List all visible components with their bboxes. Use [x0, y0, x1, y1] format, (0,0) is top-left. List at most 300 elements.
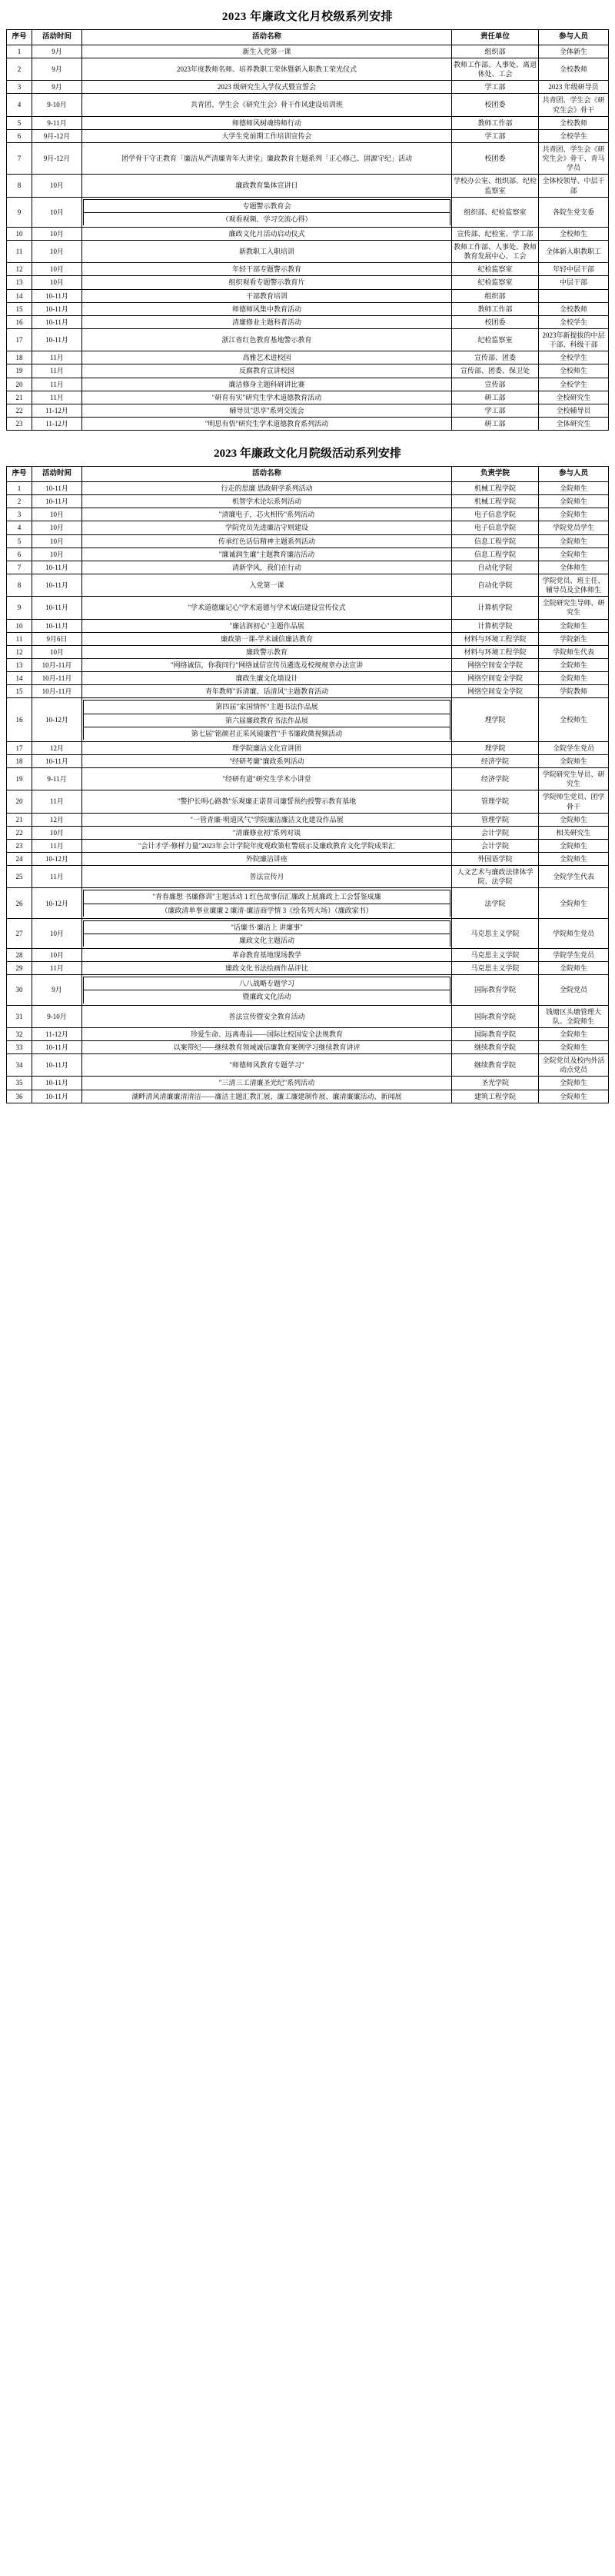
table-row [7, 888, 609, 918]
cell-org: 建筑工程学院 [452, 1090, 539, 1103]
cell-org: 纪检监察室 [452, 329, 539, 351]
table-header-row [7, 467, 609, 482]
cell-org: 网络空间安全学院 [452, 685, 539, 698]
cell-name: 廉政第一课-学术诚信廉洁教育 [82, 632, 452, 645]
cell-join: 中层干部 [539, 276, 609, 289]
table-row [7, 597, 609, 619]
table-row [7, 197, 609, 227]
cell-org: 材料与环境工程学院 [452, 645, 539, 658]
cell-time: 11月 [32, 790, 82, 813]
cell-name: 师德师风树魂铸师行动 [82, 116, 452, 129]
table-row [7, 315, 609, 328]
table-row [7, 685, 609, 698]
cell-join: 全院师生 [539, 672, 609, 685]
cell-num: 7 [7, 561, 32, 574]
cell-name: 师德师风集中教育活动 [82, 302, 452, 315]
cell-name-line: 第四届"家国情怀"主题书法作品展 [84, 701, 450, 714]
cell-join: 学院研究生导员、研究生 [539, 768, 609, 790]
cell-org: 宣传部、纪检室、学工部 [452, 227, 539, 240]
table-row [7, 839, 609, 852]
cell-name: "学术道德廉记心"学术道德与学术诚信建设宣传仪式 [82, 597, 452, 619]
cell-time: 10-11月 [32, 315, 82, 328]
table-row [7, 378, 609, 391]
cell-num: 25 [7, 866, 32, 888]
cell-num: 18 [7, 754, 32, 767]
cell-name: "研育有实"研究生学术道德教育活动 [82, 391, 452, 404]
cell-name: 外院廉洁讲座 [82, 853, 452, 866]
cell-join: 全体新生 [539, 45, 609, 58]
cell-org: 宣传部 [452, 378, 539, 391]
cell-name: "明思有悟"研究生学术道德教育系列活动 [82, 418, 452, 431]
cell-join: 全体新入职教职工 [539, 241, 609, 263]
cell-join: 全院师生 [539, 534, 609, 547]
cell-name: "师德师风教育专题学习" [82, 1054, 452, 1077]
cell-time: 9月 [32, 81, 82, 94]
col-header-org: 责任单位 [452, 30, 539, 45]
cell-time: 11-12月 [32, 1027, 82, 1040]
cell-name: 以案带纪——继续教育领域诚信廉教育案例学习继续教育讲评 [82, 1041, 452, 1054]
cell-org: 理学院 [452, 741, 539, 754]
cell-join: 全院师生 [539, 962, 609, 975]
cell-name: "廉洁润初心"主题作品展 [82, 619, 452, 632]
cell-join [539, 289, 609, 302]
cell-org: 研工部 [452, 391, 539, 404]
cell-num: 17 [7, 741, 32, 754]
cell-name: "经研考廉"廉政系列活动 [82, 754, 452, 767]
cell-join: 全院师生 [539, 853, 609, 866]
cell-num: 16 [7, 315, 32, 328]
cell-org: 圣光学院 [452, 1077, 539, 1090]
schedule-table-college-level [6, 466, 609, 1103]
cell-name: 廉政文化书法绘画作品评比 [82, 962, 452, 975]
table-row [7, 351, 609, 364]
cell-time: 12月 [32, 813, 82, 826]
cell-org: 经济学院 [452, 754, 539, 767]
cell-org: 宣传部、团委、保卫处 [452, 364, 539, 378]
cell-name: 干部教育培训 [82, 289, 452, 302]
cell-time: 10-12月 [32, 888, 82, 918]
cell-time: 10月 [32, 241, 82, 263]
cell-org: 组织部、纪检监察室 [452, 197, 539, 227]
cell-join: 全院师生 [539, 1041, 609, 1054]
cell-name-line: 专题警示教育会 [84, 199, 450, 212]
table-row [7, 534, 609, 547]
table-row [7, 561, 609, 574]
cell-name: 行走的思廉 思政研学系列活动 [82, 481, 452, 494]
cell-num: 33 [7, 1041, 32, 1054]
cell-time: 10月 [32, 918, 82, 948]
cell-time: 11-12月 [32, 404, 82, 417]
cell-name: 入党第一课 [82, 574, 452, 596]
table-row [7, 1077, 609, 1090]
cell-join: 全院师生 [539, 658, 609, 671]
table-row [7, 658, 609, 671]
cell-name: "会计才学·修样力量"2023年会计学院年度观政策杠警展示及廉政教育文化学院成果汇 [82, 839, 452, 852]
cell-time: 12月 [32, 741, 82, 754]
cell-time: 11月 [32, 351, 82, 364]
cell-org: 学校办公室、组织部、纪检监察室 [452, 175, 539, 197]
cell-name: 传承红色话信精神主题系列活动 [82, 534, 452, 547]
cell-time: 9月 [32, 58, 82, 80]
cell-num: 24 [7, 853, 32, 866]
cell-time: 10月 [32, 949, 82, 962]
cell-name: 共青团、学生会《研究生会》骨干作风建设培训班 [82, 94, 452, 116]
cell-num: 23 [7, 839, 32, 852]
cell-org: 机械工程学院 [452, 481, 539, 494]
cell-name: 新教职工入职培训 [82, 241, 452, 263]
table-row [7, 672, 609, 685]
cell-num: 11 [7, 632, 32, 645]
cell-org: 计算机学院 [452, 619, 539, 632]
cell-num: 35 [7, 1077, 32, 1090]
cell-join: 年轻中层干部 [539, 263, 609, 276]
table-row [7, 329, 609, 351]
table-row [7, 129, 609, 142]
cell-join: 全体师生 [539, 561, 609, 574]
cell-name: 机智学术论坛系列活动 [82, 495, 452, 508]
cell-org: 外国语学院 [452, 853, 539, 866]
cell-num: 21 [7, 391, 32, 404]
cell-join: 全体校领导、中层干部 [539, 175, 609, 197]
cell-org: 马克思主义学院 [452, 949, 539, 962]
cell-name: 廉政警示教育 [82, 645, 452, 658]
table-row [7, 227, 609, 240]
cell-name [82, 888, 452, 918]
cell-time: 9-11月 [32, 768, 82, 790]
cell-num: 12 [7, 645, 32, 658]
cell-time: 10月-11月 [32, 658, 82, 671]
cell-time: 10-11月 [32, 754, 82, 767]
cell-num: 10 [7, 227, 32, 240]
cell-name: "清廉修业初"系列对谈 [82, 826, 452, 839]
cell-num: 7 [7, 142, 32, 174]
cell-name-line: 廉政文化主题活动 [84, 934, 450, 947]
cell-org: 管理学院 [452, 813, 539, 826]
cell-time: 10-11月 [32, 1090, 82, 1103]
cell-join: 全院师生 [539, 481, 609, 494]
table-row [7, 826, 609, 839]
cell-join: 全院学生代表 [539, 866, 609, 888]
cell-join: 2023 年级研导员 [539, 81, 609, 94]
cell-num: 20 [7, 790, 32, 813]
cell-join: 全体研究生 [539, 418, 609, 431]
table-row [7, 302, 609, 315]
cell-org: 马克思主义学院 [452, 918, 539, 948]
cell-org: 国际教育学院 [452, 1005, 539, 1027]
col-header-join: 参与人员 [539, 467, 609, 482]
cell-num: 16 [7, 698, 32, 741]
cell-org: 人文艺术与廉政法律体学院、法学院 [452, 866, 539, 888]
cell-name [82, 698, 452, 741]
table-row [7, 45, 609, 58]
cell-name: 革命教育基地现场教学 [82, 949, 452, 962]
cell-time: 9-11月 [32, 116, 82, 129]
cell-org: 材料与环境工程学院 [452, 632, 539, 645]
cell-name: 普法宣传月 [82, 866, 452, 888]
table-row [7, 1054, 609, 1077]
cell-name: 清廉修业主题科普活动 [82, 315, 452, 328]
cell-name: 团学骨干守正教育「廉洁从严清廉青年大讲堂」廉政教育主题系列「正心修己、固源守纪」活动 [82, 142, 452, 174]
cell-join: 全院师生 [539, 839, 609, 852]
table-row [7, 790, 609, 813]
cell-name-line: （廉政清单事业廉廉 2 廉清·廉洁商学情 3《绘名列大场）（廉政家书） [84, 904, 450, 917]
cell-num: 34 [7, 1054, 32, 1077]
cell-time: 9月 [32, 45, 82, 58]
cell-name [82, 918, 452, 948]
cell-org: 纪检监察室 [452, 276, 539, 289]
cell-name: 廉政教育集体宣讲日 [82, 175, 452, 197]
cell-org: 教师工作部、人事处、教师教育发展中心、工会 [452, 241, 539, 263]
cell-time: 10-11月 [32, 597, 82, 619]
cell-join: 全院师生 [539, 508, 609, 521]
cell-name: 清新学风，我们在行动 [82, 561, 452, 574]
cell-name: 浙江省红色教育基地警示教育 [82, 329, 452, 351]
cell-name: 2023年度教师名师、培养教职工荣休暨新入职教工荣光仪式 [82, 58, 452, 80]
cell-time: 10-11月 [32, 574, 82, 596]
cell-join: 学院师生党员 [539, 918, 609, 948]
cell-name: 湖畔清风清廉廉清清洁——廉洁主题汇教汇展、廉工廉建制作展、廉清廉廉活动、新闻展 [82, 1090, 452, 1103]
table-row [7, 495, 609, 508]
col-header-name: 活动名称 [82, 467, 452, 482]
cell-name: 理学院廉洁文化宣讲团 [82, 741, 452, 754]
table-row [7, 949, 609, 962]
cell-name: 珍爱生命、远离毒品——国际比校国安全法规教育 [82, 1027, 452, 1040]
cell-time: 10-12月 [32, 853, 82, 866]
cell-num: 19 [7, 364, 32, 378]
cell-join: 全院师生 [539, 1077, 609, 1090]
cell-name: 反腐教育宣讲校园 [82, 364, 452, 378]
cell-time: 10月 [32, 645, 82, 658]
table-row [7, 768, 609, 790]
cell-join: 全院党员 [539, 975, 609, 1005]
table-row [7, 1090, 609, 1103]
cell-time: 11月 [32, 391, 82, 404]
table-row [7, 698, 609, 741]
cell-num: 3 [7, 508, 32, 521]
cell-join: 全院师生 [539, 1027, 609, 1040]
cell-name-line: "青春廉想 书廉修训"主题活动 1 红色故事信汇廉政上展廉政上工会誓鉴成廉 [84, 890, 450, 904]
cell-num: 8 [7, 574, 32, 596]
cell-org: 经济学院 [452, 768, 539, 790]
cell-org: 教师工作部 [452, 116, 539, 129]
cell-time: 10月 [32, 508, 82, 521]
cell-name: 年轻干部专题警示教育 [82, 263, 452, 276]
cell-time: 10月 [32, 263, 82, 276]
cell-org: 电子信息学院 [452, 508, 539, 521]
cell-name: "经研有道"研究生学术小讲堂 [82, 768, 452, 790]
cell-num: 10 [7, 619, 32, 632]
cell-name: 廉政文化月活动启动仪式 [82, 227, 452, 240]
cell-join: 2023年新提拔的中层干部、科级干部 [539, 329, 609, 351]
cell-name: 学院党员先进廉洁守则建设 [82, 521, 452, 534]
cell-join: 相关研究生 [539, 826, 609, 839]
cell-join: 学院学生党员 [539, 949, 609, 962]
cell-num: 11 [7, 241, 32, 263]
cell-time: 10-11月 [32, 561, 82, 574]
cell-org: 学工部 [452, 81, 539, 94]
cell-join: 全院党员及校内外活动点党员 [539, 1054, 609, 1077]
col-header-org: 负责学院 [452, 467, 539, 482]
cell-name: "网络诚信，你我同行"网络诚信宣传员遴选及校规规章办法宣讲 [82, 658, 452, 671]
table-row [7, 813, 609, 826]
cell-num: 17 [7, 329, 32, 351]
table-row [7, 94, 609, 116]
cell-org: 研工部 [452, 418, 539, 431]
cell-time: 9-10月 [32, 1005, 82, 1027]
table-row [7, 547, 609, 561]
table-row [7, 142, 609, 174]
cell-name: "一管青廉·明道风气"学院廉洁廉洁文化建设作品展 [82, 813, 452, 826]
cell-org: 计算机学院 [452, 597, 539, 619]
cell-org: 网络空间安全学院 [452, 672, 539, 685]
cell-name: "清廉电子，芯火相传"系列活动 [82, 508, 452, 521]
table-row [7, 391, 609, 404]
cell-join: 全院学生党员 [539, 741, 609, 754]
cell-time: 9月6日 [32, 632, 82, 645]
cell-time: 10月 [32, 175, 82, 197]
cell-join: 全校教师 [539, 58, 609, 80]
cell-org: 国际教育学院 [452, 1027, 539, 1040]
cell-time: 10-12月 [32, 698, 82, 741]
table-row [7, 276, 609, 289]
cell-time: 10-11月 [32, 1041, 82, 1054]
cell-time: 9月 [32, 975, 82, 1005]
cell-org: 信息工程学院 [452, 547, 539, 561]
table-row [7, 645, 609, 658]
cell-join: 全院师生 [539, 1090, 609, 1103]
table-row [7, 241, 609, 263]
cell-time: 10月 [32, 521, 82, 534]
cell-join: 学院新生 [539, 632, 609, 645]
cell-num: 15 [7, 302, 32, 315]
cell-org: 纪检监察室 [452, 263, 539, 276]
cell-num: 30 [7, 975, 32, 1005]
cell-num: 14 [7, 672, 32, 685]
table-row [7, 1041, 609, 1054]
cell-org: 电子信息学院 [452, 521, 539, 534]
cell-num: 14 [7, 289, 32, 302]
cell-join: 全校学生 [539, 378, 609, 391]
cell-org: 信息工程学院 [452, 534, 539, 547]
cell-join: 全校辅导员 [539, 404, 609, 417]
cell-join: 学院党员学生 [539, 521, 609, 534]
cell-org: 学工部 [452, 404, 539, 417]
cell-num: 5 [7, 534, 32, 547]
cell-join: 全院师生 [539, 619, 609, 632]
cell-join: 钱塘区头塘管理大队、全院师生 [539, 1005, 609, 1027]
table-row [7, 853, 609, 866]
cell-org: 继续教育学院 [452, 1041, 539, 1054]
cell-num: 2 [7, 58, 32, 80]
cell-name-line: 第六届廉政教育书法作品展 [84, 714, 450, 727]
cell-time: 9月-12月 [32, 142, 82, 174]
col-header-join: 参与人员 [539, 30, 609, 45]
table-row [7, 741, 609, 754]
table-row [7, 481, 609, 494]
cell-name-line: "话廉书·廉洁上 讲廉事" [84, 920, 450, 934]
cell-num: 31 [7, 1005, 32, 1027]
cell-num: 22 [7, 826, 32, 839]
cell-num: 22 [7, 404, 32, 417]
cell-join: 全校研究生 [539, 391, 609, 404]
cell-num: 26 [7, 888, 32, 918]
cell-join: 学院师生党员、团学骨干 [539, 790, 609, 813]
cell-num: 36 [7, 1090, 32, 1103]
cell-num: 4 [7, 521, 32, 534]
cell-join: 全院师生 [539, 495, 609, 508]
cell-time: 11月 [32, 378, 82, 391]
table-row [7, 975, 609, 1005]
col-header-time: 活动时间 [32, 30, 82, 45]
cell-org: 学工部 [452, 129, 539, 142]
cell-org: 理学院 [452, 698, 539, 741]
cell-join: 全校教师 [539, 302, 609, 315]
cell-name: 高雅艺术进校园 [82, 351, 452, 364]
cell-org: 校团委 [452, 94, 539, 116]
cell-num: 28 [7, 949, 32, 962]
table-row [7, 418, 609, 431]
cell-join: 全院师生 [539, 547, 609, 561]
table-row [7, 632, 609, 645]
document-page [0, 0, 615, 1111]
cell-time: 9-10月 [32, 94, 82, 116]
cell-num: 6 [7, 547, 32, 561]
cell-time: 10月 [32, 227, 82, 240]
table-row [7, 1005, 609, 1027]
cell-time: 11月 [32, 839, 82, 852]
cell-time: 10-11月 [32, 302, 82, 315]
cell-org: 马克思主义学院 [452, 962, 539, 975]
table-row [7, 81, 609, 94]
table-row [7, 404, 609, 417]
cell-num: 18 [7, 351, 32, 364]
cell-num: 19 [7, 768, 32, 790]
cell-join: 学院师生代表 [539, 645, 609, 658]
cell-num: 9 [7, 197, 32, 227]
cell-org: 机械工程学院 [452, 495, 539, 508]
cell-join: 全校学生 [539, 351, 609, 364]
cell-org: 校团委 [452, 142, 539, 174]
cell-num: 13 [7, 276, 32, 289]
table-row [7, 263, 609, 276]
cell-join: 全校教师 [539, 116, 609, 129]
cell-num: 5 [7, 116, 32, 129]
cell-num: 8 [7, 175, 32, 197]
cell-num: 32 [7, 1027, 32, 1040]
cell-num: 6 [7, 129, 32, 142]
cell-time: 10月 [32, 197, 82, 227]
cell-time: 10月 [32, 826, 82, 839]
cell-time: 11月 [32, 364, 82, 378]
cell-name: "三清三工清廉圣光纪"系列活动 [82, 1077, 452, 1090]
cell-join: 全院师生 [539, 888, 609, 918]
cell-name-line: 第七届"铭颜君正采风镜廉哲"手书廉政微视频活动 [84, 727, 450, 740]
cell-join: 共青团、学生会《研究生会》骨干、青马学员 [539, 142, 609, 174]
cell-name: 普法宣传暨安全教育活动 [82, 1005, 452, 1027]
cell-time: 9月-12月 [32, 129, 82, 142]
schedule-table-school-level [6, 29, 609, 431]
table-row [7, 116, 609, 129]
col-header-name: 活动名称 [82, 30, 452, 45]
cell-name: 青年教师"诉清廉、话清风"主题教育活动 [82, 685, 452, 698]
cell-num: 3 [7, 81, 32, 94]
cell-time: 11月 [32, 962, 82, 975]
cell-name: 大学生党前期工作培训宣传会 [82, 129, 452, 142]
cell-num: 21 [7, 813, 32, 826]
cell-num: 1 [7, 45, 32, 58]
cell-join: 全校师生 [539, 364, 609, 378]
cell-org: 会计学院 [452, 839, 539, 852]
